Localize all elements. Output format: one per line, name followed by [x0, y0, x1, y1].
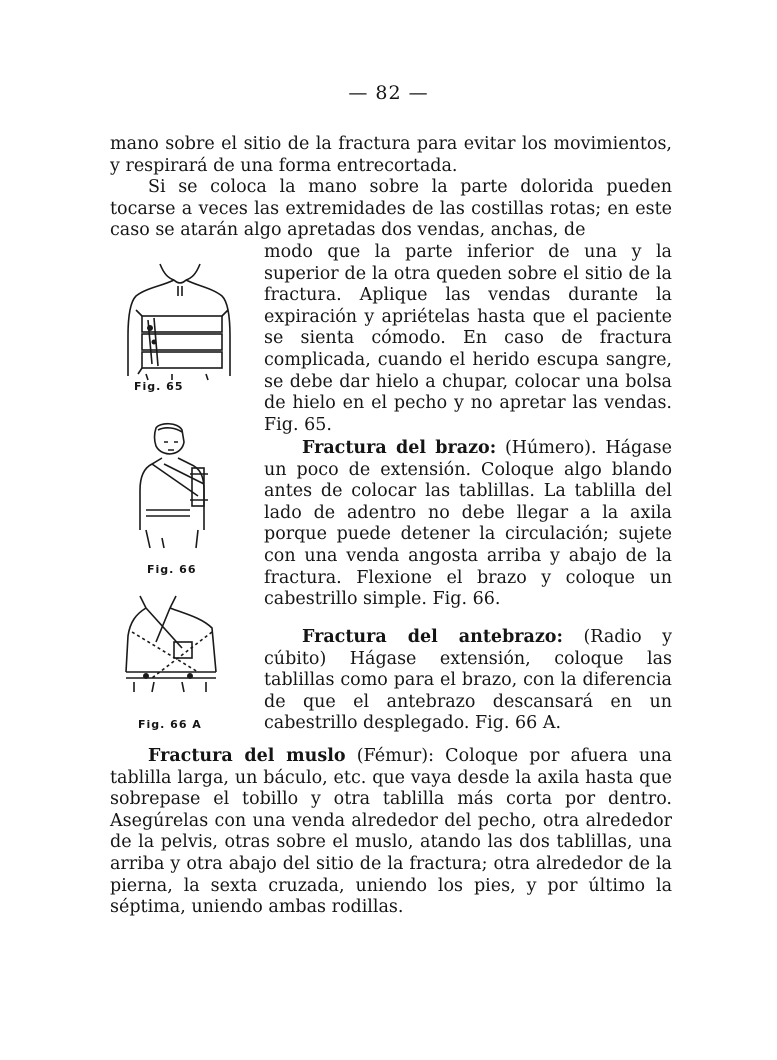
brazo-heading: Fractura del brazo:: [302, 438, 497, 458]
brazo-text: (Húmero). Hágase un poco de extensión. Coloque algo blando antes de colocar las tablillas. La tablilla del lado de adentro no debe llegar a la axila porque puede detener la circulación; sujete con una venda angosta arriba y abajo de la fractura. Flexione el brazo y coloque un cabestrillo simple. Fig. 66.: [264, 438, 672, 610]
page-number: — 82 —: [348, 82, 429, 104]
costillas-paragraph-continued: modo que la parte inferior de una y la superior de la otra queden sobre el sitio de la fractura. Aplique las vendas durante la expiración y apriételas hasta que el paciente se sienta cómodo. En caso de fractura complicada, cuando el herido escupa sangre, se debe dar hielo a chupar, colocar una bolsa de hielo en el pecho y no apretar las vendas. Fig. 65.: [264, 242, 672, 435]
figure-66a: [112, 592, 252, 732]
antebrazo-heading: Fractura del antebrazo:: [302, 627, 563, 647]
arm-splint-illustration: [112, 420, 252, 560]
antebrazo-paragraph: [264, 627, 672, 735]
intro-paragraph: mano sobre el sitio de la fractura para evitar los movimientos, y respirará de una forma entrecortada.: [110, 134, 672, 176]
muslo-paragraph: [110, 746, 672, 919]
brazo-paragraph: [264, 438, 672, 611]
chest-bandage-illustration: [112, 256, 252, 386]
muslo-heading: Fractura del muslo: [148, 746, 346, 766]
fig66a-caption: Fig. 66 A: [138, 718, 202, 731]
muslo-text: (Fémur): Coloque por afuera una tablilla larga, un báculo, etc. que vaya desde la axila hasta que sobrepase el tobillo y otra tablilla más corta por dentro. Asegúrelas con una venda alrededor del pecho, otra alrededor de la pelvis, otras sobre el muslo, atando las dos tablillas, una arriba y otra abajo del sitio de la fractura; otra alrededor de la pierna, la sexta cruzada, uniendo los pies, y por último la séptima, uniendo ambas rodillas.: [110, 746, 672, 918]
fig65-caption: Fig. 65: [134, 380, 184, 393]
forearm-sling-illustration: [112, 592, 252, 696]
fig66-caption: Fig. 66: [147, 563, 197, 576]
figure-66: [112, 420, 252, 580]
antebrazo-text: (Radio y cúbito) Hágase extensión, coloque las tablillas como para el brazo, con la diferencia de que el antebrazo descansará en un cabestrillo desplegado. Fig. 66 A.: [264, 627, 673, 734]
costillas-paragraph-lead: Si se coloca la mano sobre la parte dolorida pueden tocarse a veces las extremidades de las costillas rotas; en este caso se atarán algo apretadas dos vendas, anchas, de: [110, 177, 672, 241]
figure-65: [112, 256, 252, 396]
